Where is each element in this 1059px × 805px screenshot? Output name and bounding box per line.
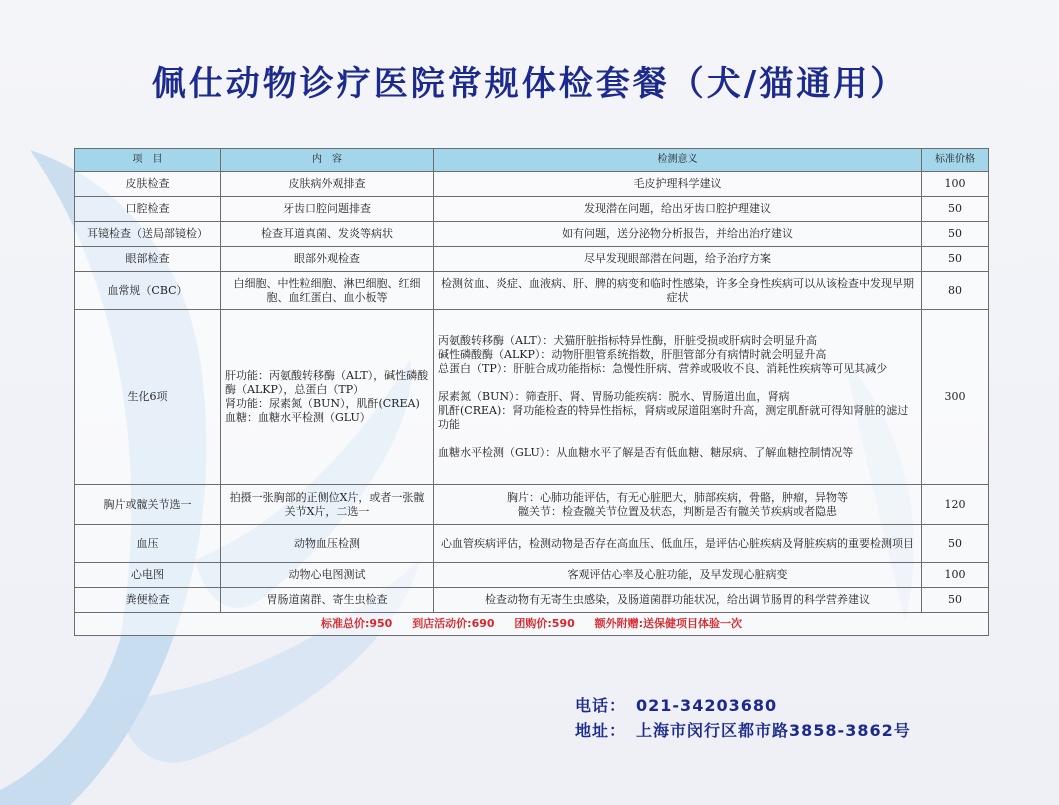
row-content: 检查耳道真菌、发炎等病状 — [221, 222, 434, 247]
total-event: 到店活动价:690 — [412, 617, 495, 630]
row-price: 100 — [922, 172, 989, 197]
row-price: 50 — [922, 197, 989, 222]
total-group: 团购价:590 — [514, 617, 575, 630]
totals-cell — [75, 613, 989, 636]
header-significance: 检测意义 — [434, 149, 922, 172]
row-price: 80 — [922, 272, 989, 310]
row-significance — [434, 310, 922, 485]
significance-line: 碱性磷酸酶（ALKP）：动物肝胆管系统指数，肝胆管部分有病情时就会明显升高 — [438, 348, 827, 361]
table-row — [75, 172, 989, 197]
row-significance: 客观评估心率及心脏功能，及早发现心脏病变 — [434, 563, 922, 588]
significance-line: 总蛋白（TP）：肝脏合成功能指标：急慢性肝病、营养或吸收不良、消耗性疾病等可见其减少 — [438, 362, 888, 375]
row-price: 50 — [922, 588, 989, 613]
phone-line — [575, 693, 777, 716]
table-row — [75, 588, 989, 613]
table-row — [75, 222, 989, 247]
table-row — [75, 485, 989, 525]
header-item: 项 目 — [75, 149, 221, 172]
significance-line: 肌酐(CREA)：肾功能检查的特异性指标，肾病或尿道阻塞时升高，测定肌酐就可得知肾脏的滤过功能 — [438, 404, 909, 431]
row-price: 50 — [922, 222, 989, 247]
row-significance: 心血管疾病评估，检测动物是否存在高血压、低血压，是评估心脏疾病及肾脏疾病的重要检测项目 — [434, 525, 922, 563]
content-line: 肾功能：尿素氮（BUN），肌酐(CREA) — [225, 397, 420, 410]
significance-line: 尿素氮（BUN）：筛查肝、肾、胃肠功能疾病：脱水、胃肠道出血，肾病 — [438, 390, 790, 403]
table-header-row — [75, 149, 989, 172]
row-content: 胃肠道菌群、寄生虫检查 — [221, 588, 434, 613]
row-item: 眼部检查 — [75, 247, 221, 272]
content-line: 肝功能：丙氨酸转移酶（ALT），碱性磷酸酶（ALKP），总蛋白（TP） — [225, 369, 429, 396]
row-item: 血压 — [75, 525, 221, 563]
row-significance — [434, 485, 922, 525]
table-row — [75, 247, 989, 272]
line-gap — [438, 432, 917, 446]
row-item: 心电图 — [75, 563, 221, 588]
table-row — [75, 197, 989, 222]
content-line: 血糖：血糖水平检测（GLU） — [225, 411, 371, 424]
row-item: 皮肤检查 — [75, 172, 221, 197]
row-item: 粪便检查 — [75, 588, 221, 613]
row-significance: 如有问题，送分泌物分析报告，并给出治疗建议 — [434, 222, 922, 247]
significance-line: 髋关节：检查髋关节位置及状态，判断是否有髋关节疾病或者隐患 — [518, 504, 837, 518]
row-price: 50 — [922, 247, 989, 272]
table-row — [75, 310, 989, 485]
row-price: 100 — [922, 563, 989, 588]
row-content: 拍摄一张胸部的正侧位X片，或者一张髋关节X片，二选一 — [221, 485, 434, 525]
row-price: 120 — [922, 485, 989, 525]
table-row — [75, 525, 989, 563]
phone-label: 电话： — [575, 696, 627, 715]
significance-line: 血糖水平检测（GLU）：从血糖水平了解是否有低血糖、糖尿病、了解血糖控制情况等 — [438, 446, 854, 459]
row-significance: 尽早发现眼部潜在问题，给予治疗方案 — [434, 247, 922, 272]
phone-number: 021-34203680 — [636, 696, 778, 715]
row-item: 血常规（CBC） — [75, 272, 221, 310]
totals-row — [75, 613, 989, 636]
row-significance: 毛皮护理科学建议 — [434, 172, 922, 197]
row-significance: 检测贫血、炎症、血液病、肝、脾的病变和临时性感染，许多全身性疾病可以从该检查中发现早期症状 — [434, 272, 922, 310]
row-content — [221, 310, 434, 485]
address-line — [575, 718, 911, 741]
page-title: 佩仕动物诊疗医院常规体检套餐（犬/猫通用） — [151, 64, 908, 104]
row-content: 白细胞、中性粒细胞、淋巴细胞、红细胞、血红蛋白、血小板等 — [221, 272, 434, 310]
row-price: 300 — [922, 310, 989, 485]
line-gap — [438, 376, 917, 390]
address-label: 地址： — [575, 721, 627, 740]
header-content: 内 容 — [221, 149, 434, 172]
row-item: 口腔检查 — [75, 197, 221, 222]
row-significance: 发现潜在问题，给出牙齿口腔护理建议 — [434, 197, 922, 222]
address-text: 上海市闵行区都市路3858-3862号 — [636, 721, 911, 740]
row-content: 皮肤病外观排查 — [221, 172, 434, 197]
row-item: 耳镜检查（送局部镜检） — [75, 222, 221, 247]
row-price: 50 — [922, 525, 989, 563]
significance-line: 胸片：心肺功能评估，有无心脏肥大，肺部疾病，骨骼，肿瘤，异物等 — [507, 490, 848, 504]
row-item: 胸片或髋关节选一 — [75, 485, 221, 525]
table-row — [75, 563, 989, 588]
row-content: 动物心电图测试 — [221, 563, 434, 588]
row-content: 牙齿口腔问题排查 — [221, 197, 434, 222]
total-bonus: 额外附赠:送保健项目体验一次 — [594, 617, 743, 630]
row-item: 生化6项 — [75, 310, 221, 485]
row-content: 动物血压检测 — [221, 525, 434, 563]
table-row — [75, 272, 989, 310]
row-significance: 检查动物有无寄生虫感染，及肠道菌群功能状况，给出调节肠胃的科学营养建议 — [434, 588, 922, 613]
header-price: 标准价格 — [922, 149, 989, 172]
checkup-table — [74, 148, 989, 636]
row-content: 眼部外观检查 — [221, 247, 434, 272]
total-standard: 标准总价:950 — [320, 617, 393, 630]
significance-line: 丙氨酸转移酶（ALT）：犬猫肝脏指标特异性酶，肝脏受损或肝病时会明显升高 — [438, 334, 818, 347]
